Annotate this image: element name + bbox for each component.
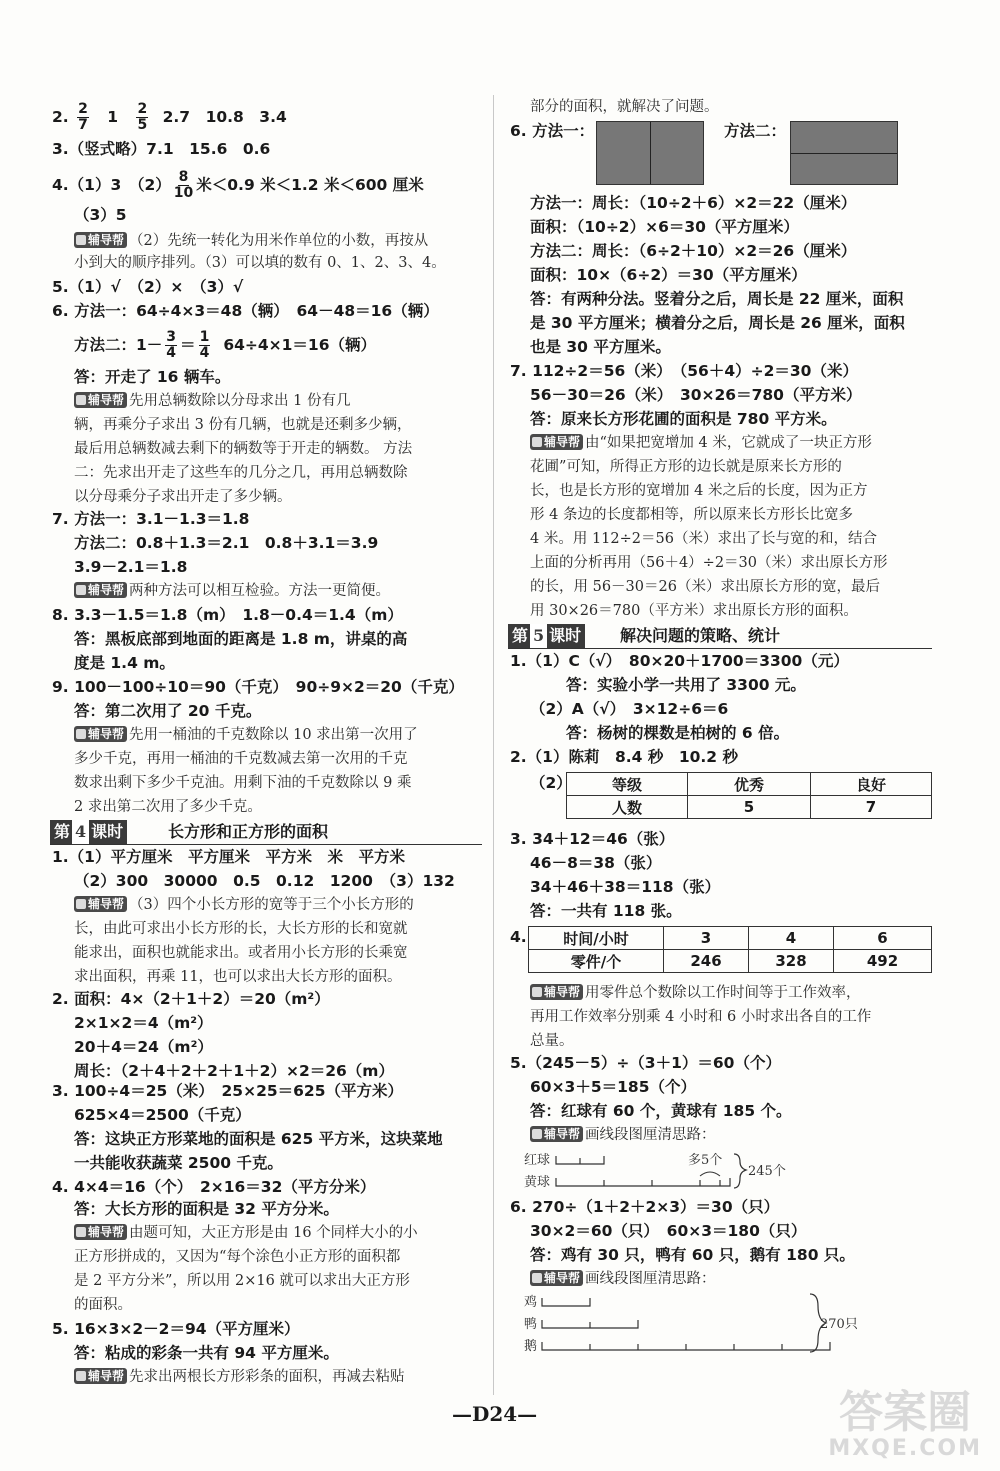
answer-7-line: 3.9－2.1＝1.8 xyxy=(74,558,188,576)
l5-tip-6-line: 辅导帮 画线段图厘清思路： xyxy=(530,1268,716,1290)
tip-badge: 辅导帮 xyxy=(74,896,127,912)
answer-2: 2. $\frac{2}{7}$ 1 $\frac{2}{5}$ 2.7 10.8 3.4 xyxy=(52,101,287,133)
parts-table xyxy=(528,926,932,973)
tip-badge: 辅导帮 xyxy=(530,984,583,1000)
table-cell: 492 xyxy=(834,950,932,973)
l4-tip-5-line: 辅导帮 先求出两根长方形彩条的面积，再减去粘贴 xyxy=(74,1366,405,1388)
answer-4-3: （3）5 xyxy=(74,206,127,224)
seg-label-goose: 鹅 xyxy=(524,1339,538,1354)
table-cell: 7 xyxy=(811,796,932,819)
tip-badge: 辅导帮 xyxy=(74,1368,127,1384)
seg-yellow-line xyxy=(556,1178,730,1186)
l5-answer-1-line: 答：实验小学一共用了 3300 元。 xyxy=(566,676,806,694)
tip-badge: 辅导帮 xyxy=(74,392,127,408)
l5-tip-4-line: 辅导帮 用零件总个数除以工作时间等于工作效率， xyxy=(530,982,861,1004)
table-header-cell: 6 xyxy=(834,927,932,950)
split-line xyxy=(791,153,897,154)
l4-answer-5-line: 答：粘成的彩条一共有 94 平方厘米。 xyxy=(74,1344,339,1362)
l4-answer-2-line: 周长：（2＋4＋2＋2＋1＋2）×2＝26（m） xyxy=(74,1062,394,1080)
segment-diagram-birds xyxy=(520,1290,880,1360)
l4-answer-1-line: 1.（1）平方厘米 平方厘米 平方米 米 平方米 xyxy=(52,848,405,866)
book-icon xyxy=(76,729,86,739)
book-icon xyxy=(532,437,542,447)
l5-answer-6-line: 答：鸡有 30 只，鸭有 60 只，鹅有 180 只。 xyxy=(530,1246,855,1264)
table-cell: 328 xyxy=(749,950,834,973)
lesson-title: 长方形和正方形的面积 xyxy=(168,822,329,841)
tip-7-line: 辅导帮 两种方法可以相互检验。方法一更简便。 xyxy=(74,580,390,602)
book-icon xyxy=(532,1129,542,1139)
l4-tip-1-line: 求出面积，再乘 11，也可以求出大长方形的面积。 xyxy=(74,969,402,985)
l4-answer-3-line: 625×4＝2500（千克） xyxy=(74,1106,251,1124)
tip-4-line: 辅导帮 （2）先统一转化为用米作单位的小数，再按从 xyxy=(74,230,428,252)
tip-4-line: 小到大的顺序排列。（3）可以填的数有 0、1、2、3、4。 xyxy=(74,255,446,271)
answer-7-line: 7. 方法一：3.1－1.3＝1.8 xyxy=(52,510,250,528)
r-answer-6-line: 方法二：周长：（6÷2＋10）×2＝26（厘米） xyxy=(530,242,857,260)
table-header-cell: 3 xyxy=(664,927,749,950)
tip-9-line: 数求出剩下多少千克油。用剩下油的千克数除以 9 乘 xyxy=(74,775,412,791)
seg-label-more: 多5个 xyxy=(688,1153,723,1168)
answer-5: 5.（1）√ （2）× （3）√ xyxy=(52,278,244,296)
l5-answer-2-2: （2） xyxy=(530,774,572,792)
r-tip-7-line: 上面的分析再用（56＋4）÷2＝30（米）求出原长方形 xyxy=(530,555,888,571)
fraction: $\frac{2}{5}$ xyxy=(137,101,148,133)
seg-more-brace xyxy=(700,1172,720,1176)
tip-badge: 辅导帮 xyxy=(530,1126,583,1142)
r-answer-6-line: 面积：（10÷2）×6＝30（平方厘米） xyxy=(530,218,799,236)
l5-answer-5-line: 5.（245－5）÷（3＋1）＝60（个） xyxy=(510,1054,781,1072)
tip-badge: 辅导帮 xyxy=(530,434,583,450)
answer-7-line: 方法二：0.8＋1.3＝2.1 0.8＋3.1＝3.9 xyxy=(74,534,379,552)
l5-answer-2: 2.（1）陈莉 8.4 秒 10.2 秒 xyxy=(510,748,738,766)
answer-6-label-1: 6. 方法一： xyxy=(510,122,595,140)
table-row xyxy=(529,950,932,973)
r-answer-7-line: 7. 112÷2＝56（米） （56＋4）÷2＝30（米） xyxy=(510,362,858,380)
answer-8-line: 8. 3.3－1.5＝1.8（m） 1.8－0.4＝1.4（m） xyxy=(52,606,403,624)
tip-badge: 辅导帮 xyxy=(74,726,127,742)
fraction: $\frac{1}{4}$ xyxy=(199,329,210,361)
l4-tip-4-line: 辅导帮 由题可知，大正方形是由 16 个同样大小的小 xyxy=(74,1222,418,1244)
l5-answer-5-line: 60×3＋5＝185（个） xyxy=(530,1078,696,1096)
lesson-title: 解决问题的策略、统计 xyxy=(620,626,781,645)
book-icon xyxy=(76,585,86,595)
r-tip-7-line: 辅导帮 由“如果把宽增加 4 米，它就成了一块正方形 xyxy=(530,432,872,454)
answer-6-method2: 方法二：1－ $\frac{3}{4}$ ＝ $\frac{1}{4}$ 64÷4×1＝16（辆） xyxy=(74,329,376,361)
tip-9-line: 2 求出第二次用了多少千克。 xyxy=(74,799,262,815)
tip-continued: 部分的面积，就解决了问题。 xyxy=(530,99,719,115)
lesson-4-header xyxy=(50,820,482,845)
tip-9-line: 辅导帮 先用一桶油的千克数除以 10 求出第一次用了 xyxy=(74,724,418,746)
fraction: $\frac{3}{4}$ xyxy=(166,329,177,361)
seg-label-total: 245个 xyxy=(748,1164,786,1179)
l4-answer-2-line: 20＋4＝24（m²） xyxy=(74,1038,213,1056)
answer-6-method1: 6. 方法一：64÷4×3＝48（辆） 64－48＝16（辆） xyxy=(52,302,439,320)
table-header-cell: 时间/小时 xyxy=(529,927,664,950)
grade-table xyxy=(566,772,932,819)
l4-answer-3-line: 一共能收获蔬菜 2500 千克。 xyxy=(74,1154,283,1172)
l5-answer-1-line: 答：杨树的棵数是柏树的 6 倍。 xyxy=(566,724,790,742)
answer-6-label-2: 方法二： xyxy=(724,122,787,140)
r-answer-6-line: 是 30 平方厘米；横着分之后，周长是 26 厘米，面积 xyxy=(530,314,905,332)
split-line xyxy=(650,122,651,184)
l5-tip-5-line: 辅导帮 画线段图厘清思路： xyxy=(530,1124,716,1146)
fraction: $\frac{8}{10}$ xyxy=(173,169,194,201)
answer-8-line: 答：黑板底部到地面的距离是 1.8 m，讲桌的高 xyxy=(74,630,408,648)
book-icon xyxy=(76,235,86,245)
seg-label-yellow: 黄球 xyxy=(524,1175,551,1190)
table-row xyxy=(567,796,932,819)
l5-tip-4-line: 再用工作效率分别乘 4 小时和 6 小时求出各自的工作 xyxy=(530,1009,872,1025)
book-icon xyxy=(76,899,86,909)
book-icon xyxy=(76,1227,86,1237)
r-tip-7-line: 的长，用 56－30＝26（米）求出原长方形的宽，最后 xyxy=(530,579,880,595)
lesson-tag: 第 4 课时 xyxy=(50,820,127,844)
table-row xyxy=(567,773,932,796)
book-icon xyxy=(532,1273,542,1283)
l4-answer-2-line: 2. 面积：4×（2＋1＋2）＝20（m²） xyxy=(52,990,330,1008)
tip-6-line: 辅导帮 先用总辆数除以分母求出 1 份有几 xyxy=(74,390,350,412)
l4-tip-4-line: 的面积。 xyxy=(74,1297,132,1313)
r-answer-6-line: 面积：10×（6÷2）＝30（平方厘米） xyxy=(530,266,807,284)
answer-6-conclusion: 答：开走了 16 辆车。 xyxy=(74,368,231,386)
tip-badge: 辅导帮 xyxy=(74,1224,127,1240)
tip-6-line: 最后用总辆数减去剩下的辆数等于开走的辆数。 方法 xyxy=(74,441,413,457)
l5-answer-1-line: （2）A（√） 3×12÷6＝6 xyxy=(530,700,729,718)
l4-tip-4-line: 正方形拼成的，又因为“每个涂色小正方形的面积都 xyxy=(74,1249,401,1265)
r-answer-6-line: 也是 30 平方厘米。 xyxy=(530,338,671,356)
r-tip-7-line: 形 4 条边的长度都相等，所以原来长方形长比宽多 xyxy=(530,507,853,523)
l4-answer-3-line: 答：这块正方形菜地的面积是 625 平方米，这块菜地 xyxy=(74,1130,443,1148)
seg-total-brace xyxy=(734,1154,746,1188)
answer-9-line: 9. 100－100÷10＝90（千克） 90÷9×2＝20（千克） xyxy=(52,678,464,696)
l5-tip-4-line: 总量。 xyxy=(530,1033,574,1049)
tip-badge: 辅导帮 xyxy=(74,232,127,248)
column-divider xyxy=(493,95,494,1395)
answer-3: 3.（竖式略）7.1 15.6 0.6 xyxy=(52,140,271,158)
l4-answer-5-line: 5. 16×3×2－2＝94（平方厘米） xyxy=(52,1320,300,1338)
l5-answer-3-line: 答：一共有 118 张。 xyxy=(530,902,682,920)
segment-diagram-balls xyxy=(520,1146,800,1196)
r-answer-7-line: 56－30＝26（米） 30×26＝780（平方米） xyxy=(530,386,862,404)
l5-answer-6-line: 30×2＝60（只） 60×3＝180（只） xyxy=(530,1222,807,1240)
answer-4: 4.（1）3 （2） $\frac{8}{10}$ 米＜0.9 米＜1.2 米＜600 厘米 xyxy=(52,169,424,201)
l5-answer-5-line: 答：红球有 60 个，黄球有 185 个。 xyxy=(530,1102,792,1120)
table-header-cell: 优秀 xyxy=(688,773,811,796)
answer-8-line: 度是 1.4 m。 xyxy=(74,654,175,672)
tip-6-line: 以分母乘分子求出开走了多少辆。 xyxy=(74,489,292,505)
l5-answer-3-line: 34＋46＋38＝118（张） xyxy=(530,878,721,896)
book-icon xyxy=(76,1371,86,1381)
tip-6-line: 二：先求出开走了这些车的几分之几，再用总辆数除 xyxy=(74,465,408,481)
table-header-cell: 良好 xyxy=(811,773,932,796)
l4-tip-4-line: 是 2 平方分米”，所以用 2×16 就可以求出大正方形 xyxy=(74,1273,410,1289)
l5-answer-6-line: 6. 270÷（1＋2＋2×3）＝30（只） xyxy=(510,1198,780,1216)
l4-answer-3-line: 3. 100÷4＝25（米） 25×25＝625（平方米） xyxy=(52,1082,403,1100)
l4-tip-1-line: 能求出，面积也就能求出。或者用小长方形的长乘宽 xyxy=(74,945,408,961)
seg-label-chicken: 鸡 xyxy=(524,1295,538,1310)
l5-answer-4: 4. xyxy=(510,928,527,946)
table-header-cell: 等级 xyxy=(567,773,688,796)
r-tip-7-line: 长，也是长方形的宽增加 4 米之后的长度，因为正方 xyxy=(530,483,868,499)
rectangle-vertical-split xyxy=(596,121,704,185)
seg-goose-line xyxy=(542,1342,830,1350)
table-cell: 5 xyxy=(688,796,811,819)
seg-label-red: 红球 xyxy=(524,1153,551,1168)
tip-6-line: 辆，再乘分子求出 3 份有几辆，也就是还剩多少辆， xyxy=(74,417,412,433)
answer-9-line: 答：第二次用了 20 千克。 xyxy=(74,702,262,720)
l4-tip-1-line: 辅导帮 （3）四个小长方形的宽等于三个小长方形的 xyxy=(74,894,414,916)
watermark xyxy=(828,1389,982,1461)
r-tip-7-line: 花圃”可知，所得正方形的边长就是原来长方形的 xyxy=(530,459,842,475)
r-tip-7-line: 4 米。用 112÷2＝56（米）求出了长与宽的和，结合 xyxy=(530,531,877,547)
l4-tip-1-line: 长，由此可求出小长方形的长，大长方形的长和宽就 xyxy=(74,921,408,937)
tip-9-line: 多少千克，再用一桶油的千克数减去第一次用的千克 xyxy=(74,751,408,767)
rectangle-horizontal-split xyxy=(790,121,898,185)
page-number: —D24— xyxy=(452,1402,538,1426)
r-answer-6-line: 方法一：周长：（10÷2＋6）×2＝22（厘米） xyxy=(530,194,857,212)
watermark-logo: 答案圈 xyxy=(839,1387,972,1438)
r-tip-7-line: 用 30×26＝780（平方米）求出原长方形的面积。 xyxy=(530,603,858,619)
table-row xyxy=(529,927,932,950)
l4-answer-4-line: 答：大长方形的面积是 32 平方分米。 xyxy=(74,1200,339,1218)
table-cell: 零件/个 xyxy=(529,950,664,973)
l5-answer-3-line: 46－8＝38（张） xyxy=(530,854,662,872)
seg-red-line xyxy=(556,1156,604,1164)
fraction: $\frac{2}{7}$ xyxy=(78,101,88,133)
l4-answer-1-line: （2）300 30000 0.5 0.12 1200 （3）132 xyxy=(74,872,455,890)
l5-answer-3-line: 3. 34＋12＝46（张） xyxy=(510,830,675,848)
seg-label-duck: 鸭 xyxy=(524,1317,538,1332)
l4-answer-4-line: 4. 4×4＝16（个） 2×16＝32（平方分米） xyxy=(52,1178,376,1196)
book-icon xyxy=(532,987,542,997)
r-answer-7-line: 答：原来长方形花圃的面积是 780 平方米。 xyxy=(530,410,837,428)
lesson-tag: 第 5 课时 xyxy=(508,624,585,648)
book-icon xyxy=(76,395,86,405)
r-answer-6-line: 答：有两种分法。竖着分之后，周长是 22 厘米，面积 xyxy=(530,290,904,308)
l5-answer-1-line: 1.（1）C（√） 80×20＋1700＝3300（元） xyxy=(510,652,849,670)
tip-badge: 辅导帮 xyxy=(74,582,127,598)
lesson-5-header xyxy=(508,624,932,649)
seg-label-total: 270只 xyxy=(820,1317,858,1332)
table-cell: 246 xyxy=(664,950,749,973)
watermark-url: MXQE.COM xyxy=(828,1436,982,1461)
seg-chicken-line xyxy=(542,1298,590,1306)
tip-badge: 辅导帮 xyxy=(530,1270,583,1286)
table-cell: 人数 xyxy=(567,796,688,819)
table-header-cell: 4 xyxy=(749,927,834,950)
l4-answer-2-line: 2×1×2＝4（m²） xyxy=(74,1014,213,1032)
seg-duck-line xyxy=(542,1320,638,1328)
